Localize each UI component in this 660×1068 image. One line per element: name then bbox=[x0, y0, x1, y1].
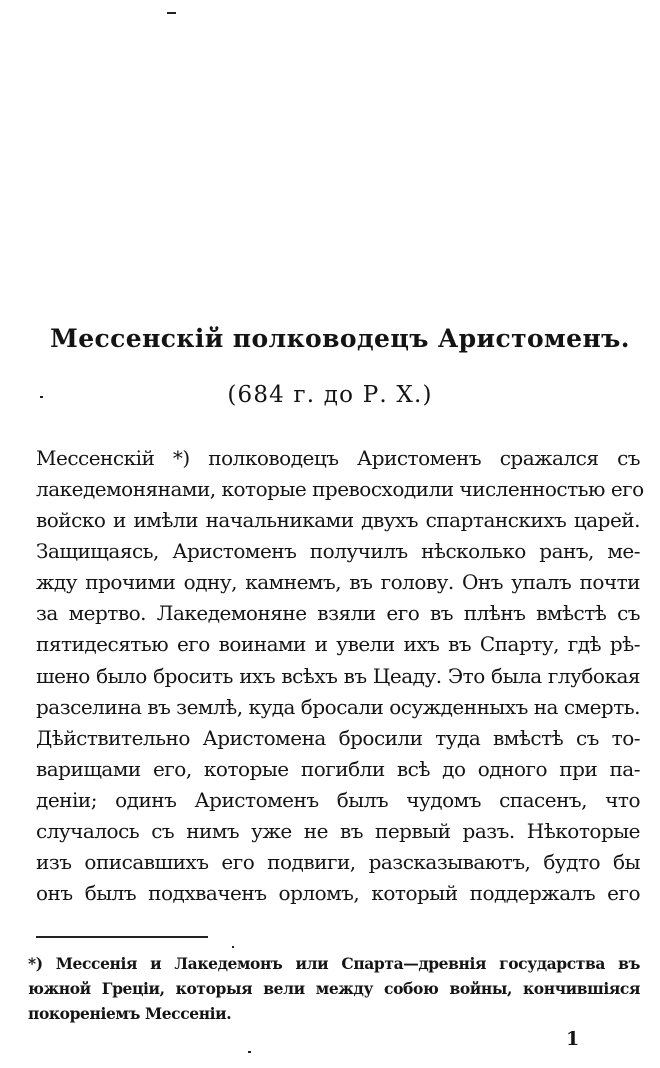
body-line: изъ описавшихъ его подвиги, разсказываютъ, будто бы bbox=[36, 850, 640, 874]
chapter-title: Мессенскій полководецъ Аристоменъ. bbox=[50, 324, 630, 353]
page-number: 1 bbox=[566, 1028, 580, 1050]
footnote-line: *) Мессенія и Лакедемонъ или Спарта—древнія государства въ bbox=[28, 954, 640, 973]
print-speck-bottom bbox=[248, 1051, 251, 1053]
body-line: лакедемонянами, которые превосходили численностью его bbox=[36, 477, 644, 501]
chapter-date: (684 г. до Р. Х.) bbox=[227, 382, 433, 408]
body-line: Дѣйствительно Аристомена бросили туда вмѣстѣ съ то- bbox=[36, 726, 640, 750]
body-line: Мессенскій *) полководецъ Аристоменъ сражался съ bbox=[36, 446, 640, 470]
body-line: пятидесятью его воинами и увели ихъ въ Спарту, гдѣ рѣ- bbox=[36, 632, 640, 656]
footnote-rule bbox=[36, 936, 208, 938]
body-line: онъ былъ подхваченъ орломъ, который поддержалъ его bbox=[36, 881, 640, 905]
print-speck-rule bbox=[232, 946, 234, 948]
body-line: войско и имѣли начальниками двухъ спартанскихъ царей. bbox=[36, 508, 640, 532]
body-line: случалось съ нимъ уже не въ первый разъ. Нѣкоторые bbox=[36, 819, 640, 843]
body-line: деніи; одинъ Аристоменъ былъ чудомъ спасенъ, что bbox=[36, 788, 640, 812]
body-line: Защищаясь, Аристоменъ получилъ нѣсколько ранъ, ме- bbox=[36, 539, 640, 563]
body-line: жду прочими одну, камнемъ, въ голову. Онъ упалъ почти bbox=[36, 570, 640, 594]
footnote-line: покореніемъ Мессеніи. bbox=[28, 1004, 232, 1023]
body-line: разселина въ землѣ, куда бросали осужденныхъ на смерть. bbox=[36, 695, 641, 719]
print-speck-top bbox=[167, 12, 176, 14]
body-line: варищами его, которые погибли всѣ до одного при па- bbox=[36, 757, 640, 781]
body-line: за мертво. Лакедемоняне взяли его въ плѣнъ вмѣстѣ съ bbox=[36, 601, 640, 625]
footnote-line: южной Греціи, которыя вели между собою войны, кончившіяся bbox=[28, 979, 640, 998]
body-line: шено было бросить ихъ всѣхъ въ Цеаду. Это была глубокая bbox=[36, 664, 640, 688]
